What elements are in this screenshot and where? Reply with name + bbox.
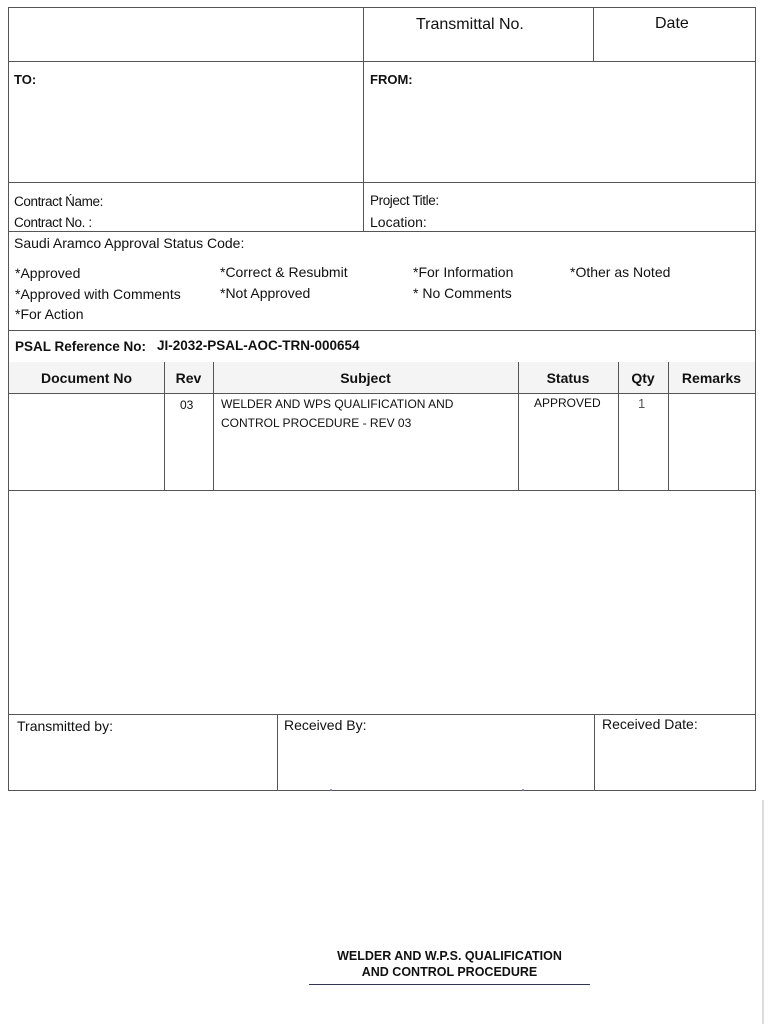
- psal-reference-value: JI-2032-PSAL-AOC-TRN-000654: [157, 338, 360, 353]
- approval-status-heading: Saudi Aramco Approval Status Code:: [14, 235, 245, 251]
- status-code: *Other as Noted: [570, 264, 671, 280]
- column-header-remarks: Remarks: [681, 370, 742, 386]
- divider: [277, 714, 278, 791]
- column-header-rev: Rev: [175, 370, 202, 386]
- column-header-document-no: Document No: [41, 370, 132, 386]
- transmittal-form: [8, 7, 756, 791]
- scan-speck: [522, 789, 524, 791]
- divider: [9, 61, 755, 62]
- divider: [9, 182, 755, 183]
- divider: [594, 714, 595, 791]
- from-label: FROM:: [370, 72, 413, 87]
- cell-subject-line-1: WELDER AND WPS QUALIFICATION AND: [221, 397, 454, 411]
- status-code: *Not Approved: [220, 285, 311, 301]
- received-date-label: Received Date:: [602, 716, 698, 732]
- date-label: Date: [655, 15, 689, 32]
- status-code: *Correct & Resubmit: [220, 264, 348, 280]
- divider: [9, 231, 755, 232]
- status-code: * No Comments: [413, 285, 512, 301]
- transmittal-no-label: Transmittal No.: [416, 16, 524, 33]
- column-header-qty: Qty: [631, 370, 655, 386]
- psal-reference-label: PSAL Reference No:: [15, 339, 147, 354]
- project-title-label: Project Title:: [370, 193, 439, 208]
- to-label: TO:: [14, 72, 37, 87]
- status-code: *Approved: [15, 265, 81, 281]
- column-header-status: Status: [546, 370, 590, 386]
- document-title: [309, 948, 590, 985]
- cell-subject-line-2: CONTROL PROCEDURE - REV 03: [221, 416, 412, 430]
- received-by-label: Received By:: [284, 717, 367, 733]
- scan-speck: [330, 789, 332, 791]
- document-title-line-1: WELDER AND W.P.S. QUALIFICATION: [337, 949, 562, 963]
- column-header-subject: Subject: [340, 370, 391, 386]
- divider: [9, 490, 755, 491]
- contract-name-label: Contract Ńame:: [14, 194, 103, 209]
- status-code: *Approved with Comments: [15, 286, 181, 302]
- transmitted-by-label: Transmitted by:: [17, 718, 113, 734]
- divider: [363, 8, 364, 231]
- contract-no-label: Contract No. :: [14, 215, 92, 230]
- divider: [593, 8, 594, 61]
- divider: [9, 330, 755, 331]
- divider: [9, 714, 755, 715]
- page-edge-shadow: [762, 800, 764, 1024]
- document-title-line-2: AND CONTROL PROCEDURE: [361, 965, 538, 979]
- location-label: Location:: [370, 214, 427, 230]
- cell-status: APPROVED: [534, 396, 601, 410]
- cell-rev: 03: [180, 398, 194, 412]
- cell-qty: 1: [638, 396, 646, 411]
- divider: [9, 393, 755, 394]
- status-code: *For Action: [15, 306, 84, 322]
- status-code: *For Information: [413, 264, 514, 280]
